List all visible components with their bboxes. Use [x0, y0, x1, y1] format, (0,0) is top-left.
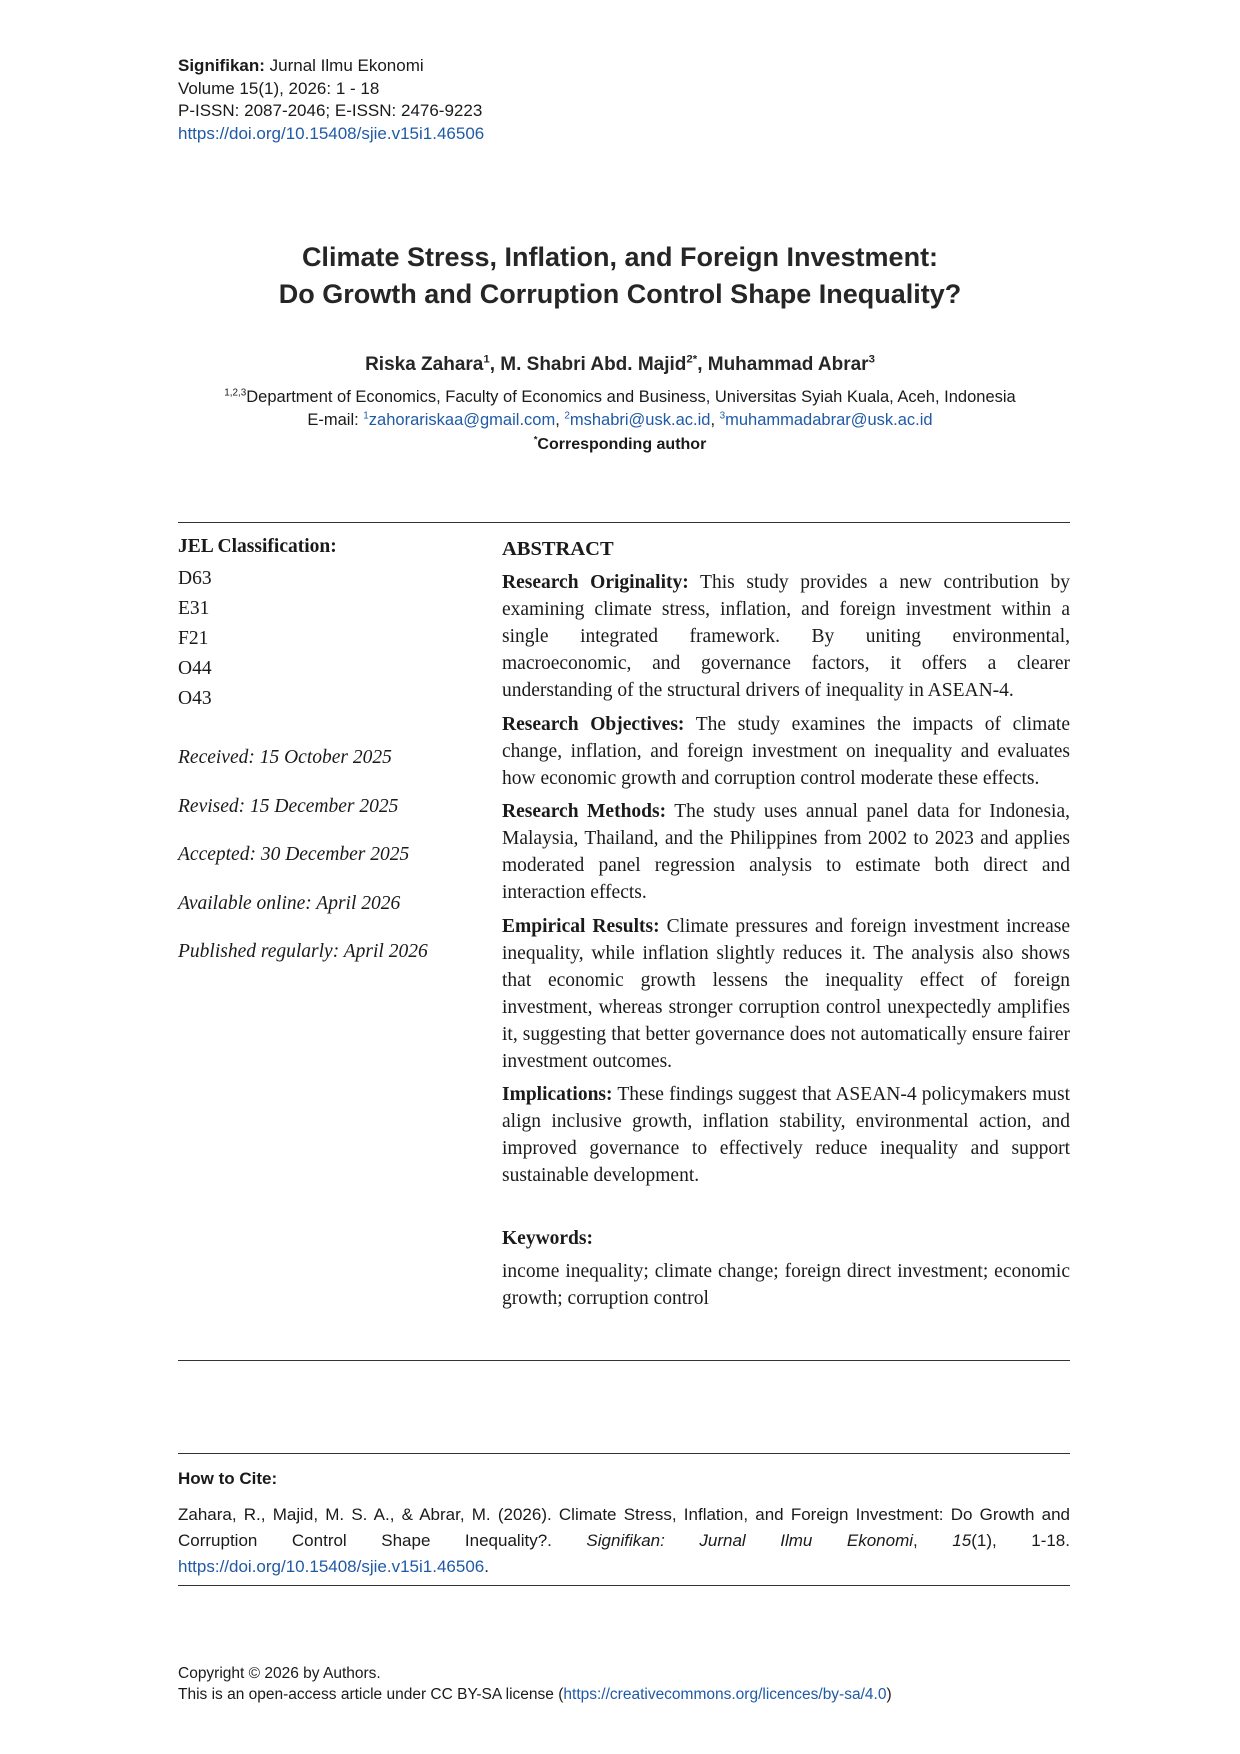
email-1-sup: 1 [363, 410, 369, 422]
implications-text: These findings suggest that ASEAN-4 policymakers must align inclusive growth, inflation stability, environmental action, and improved governance to effectively reduce inequality and support sustainable development. [502, 1084, 1070, 1186]
affiliation-line [0, 386, 1240, 409]
divider-cite-top [178, 1453, 1070, 1454]
online-date: Available online: April 2026 [178, 892, 401, 914]
journal-name: Jurnal Ilmu Ekonomi [264, 56, 424, 75]
author-3-sup: 3 [868, 353, 875, 366]
title-line-1: Climate Stress, Inflation, and Foreign Investment: [301, 242, 939, 272]
abstract-results [502, 913, 1070, 1075]
originality-text: This study provides a new contribution by examining climate stress, inflation, and foreign investment within a single integrated framework. By uniting environmental, macroeconomic, and governance factors, it offers a clearer understanding of the structural drivers of inequality in ASEAN-4. [502, 572, 1070, 701]
methods-text: The study uses annual panel data for Indonesia, Malaysia, Thailand, and the Philippines from 2002 to 2023 and applies moderated panel regression analysis to estimate both direct and interaction effects. [502, 801, 1070, 903]
corresponding-sup: * [533, 434, 538, 446]
results-text: Climate pressures and foreign investment increase inequality, while inflation slightly reduces it. The analysis also shows that economic growth lessens the inequality effect of foreign investment, whereas stronger corruption control unexpectedly amplifies it, suggesting that better governance does not automatically ensure fairer investment outcomes. [502, 915, 1070, 1072]
abstract-implications [502, 1081, 1070, 1189]
revised-date: Revised: 15 December 2025 [178, 795, 399, 817]
accepted-date: Accepted: 30 December 2025 [178, 844, 410, 865]
jel-code: D63 [178, 568, 212, 589]
originality-label: Research Originality: [502, 572, 689, 593]
license-text: ) [886, 1686, 892, 1703]
email-separator: , [710, 411, 720, 429]
jel-code: F21 [178, 628, 209, 649]
jel-code: O43 [178, 688, 212, 709]
email-2-sup: 2 [564, 410, 570, 422]
abstract-originality [502, 569, 1070, 704]
citation-part: (1), 1-18. [971, 1531, 1070, 1550]
jel-code: O44 [178, 658, 212, 679]
affiliation-sup: 1,2,3 [224, 387, 247, 399]
results-label: Empirical Results: [502, 915, 660, 937]
divider-top [178, 522, 1070, 523]
citation-doi-link[interactable]: https://doi.org/10.15408/sjie.v15i1.46506 [178, 1557, 485, 1576]
author-separator: , [697, 354, 708, 375]
doi-link[interactable]: https://doi.org/10.15408/sjie.v15i1.46506 [178, 123, 485, 143]
email-label: E-mail: [307, 411, 364, 429]
published-date: Published regularly: April 2026 [178, 941, 428, 962]
volume-line: Volume 15(1), 2026: 1 - 18 [178, 78, 380, 98]
abstract-heading: ABSTRACT [502, 538, 614, 560]
license-line [178, 1684, 892, 1705]
abstract-column [502, 536, 1070, 1312]
author-1: Riska Zahara [365, 354, 484, 375]
implications-label: Implications: [502, 1084, 613, 1105]
author-2: M. Shabri Abd. Majid [500, 354, 687, 375]
divider-cite-bottom [178, 1585, 1070, 1586]
email-line [0, 409, 1240, 432]
abstract-objectives [502, 711, 1070, 792]
issn-line: P-ISSN: 2087-2046; E-ISSN: 2476-9223 [178, 101, 483, 120]
author-3: Muhammad Abrar [707, 354, 869, 375]
citation-heading: How to Cite: [178, 1469, 278, 1488]
corresponding-author-note [0, 436, 1240, 454]
corresponding-text: Corresponding author [537, 436, 707, 453]
citation-part: . [484, 1557, 489, 1576]
license-link[interactable]: https://creativecommons.org/licences/by-sa/4.0 [563, 1686, 887, 1703]
received-date: Received: 15 October 2025 [178, 747, 392, 768]
citation-volume: 15 [952, 1531, 972, 1550]
author-1-sup: 1 [483, 353, 490, 366]
email-separator: , [555, 411, 565, 429]
email-3-sup: 3 [719, 410, 726, 422]
email-link-1[interactable]: zahorariskaa@gmail.com [368, 411, 556, 429]
citation-part: Zahara, R., Majid, M. S. A., & Abrar, M. (2026). Climate Stress, Inflation, and Foreign Investment: Do Growth and Corruption Control Shape Inequality?. [178, 1505, 1070, 1550]
title-line-2: Do Growth and Corruption Control Shape Inequality? [278, 279, 962, 309]
citation-block [178, 1466, 1070, 1580]
article-info-column [178, 536, 448, 977]
author-list [0, 354, 1240, 376]
objectives-label: Research Objectives: [502, 713, 685, 735]
objectives-text: The study examines the impacts of climate change, inflation, and foreign investment on inequality and evaluates how economic growth and corruption control moderate these effects. [502, 713, 1071, 789]
jel-code: E31 [178, 598, 210, 619]
affiliation-block [0, 386, 1240, 432]
copyright-block [178, 1663, 892, 1705]
author-separator: , [489, 354, 501, 375]
affiliation-text: Department of Economics, Faculty of Economics and Business, Universitas Syiah Kuala, Aceh, Indonesia [246, 388, 1016, 406]
divider-abstract-bottom [178, 1360, 1070, 1361]
email-link-3[interactable]: muhammadabrar@usk.ac.id [725, 411, 933, 429]
journal-header [178, 55, 484, 145]
journal-line [178, 55, 484, 78]
copyright-line: Copyright © 2026 by Authors. [178, 1665, 381, 1682]
keywords-text: income inequality; climate change; foreign direct investment; economic growth; corruption control [502, 1261, 1070, 1309]
journal-label: Signifikan: [178, 56, 265, 75]
citation-journal: Signifikan: Jurnal Ilmu Ekonomi [586, 1531, 914, 1550]
jel-heading: JEL Classification: [178, 536, 337, 557]
citation-part: , [913, 1531, 953, 1550]
email-link-2[interactable]: mshabri@usk.ac.id [569, 411, 711, 429]
article-title [0, 239, 1240, 313]
license-text: This is an open-access article under CC BY-SA license ( [178, 1686, 564, 1703]
author-2-sup: 2* [686, 353, 698, 366]
dates-block [178, 734, 448, 977]
abstract-methods [502, 798, 1070, 906]
keywords-heading: Keywords: [502, 1228, 593, 1249]
methods-label: Research Methods: [502, 801, 667, 822]
citation-text [178, 1502, 1070, 1580]
